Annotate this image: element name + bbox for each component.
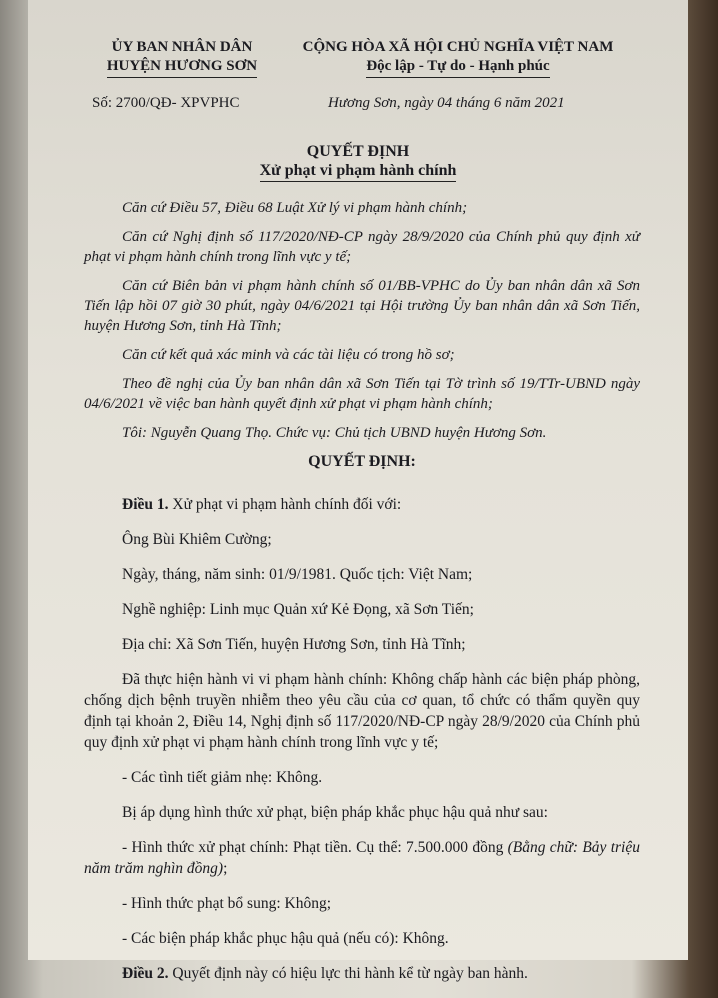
main-penalty xyxy=(84,837,640,879)
decision-heading: QUYẾT ĐỊNH: xyxy=(308,453,416,470)
violator-birth: Ngày, tháng, năm sinh: 01/9/1981. Quốc tịch: Việt Nam; xyxy=(122,566,473,583)
article-2-label: Điều 2. xyxy=(122,965,169,982)
article-1-text: Xử phạt vi phạm hành chính đối với: xyxy=(168,496,402,513)
document-number: Số: 2700/QĐ- XPVPHC xyxy=(92,95,240,111)
main-penalty-text: - Hình thức xử phạt chính: Phạt tiền. Cụ thể: 7.500.000 đồng xyxy=(122,839,508,856)
additional-penalty: - Hình thức phạt bổ sung: Không; xyxy=(122,895,332,912)
document-subtitle: Xử phạt vi phạm hành chính xyxy=(260,161,457,182)
article-1 xyxy=(84,494,640,949)
document-title-block xyxy=(28,142,688,182)
preamble-5: Theo đề nghị của Ủy ban nhân dân xã Sơn Tiến tại Tờ trình số 19/TTr-UBND ngày 04/6/2021 về việc ban hành quyết định xử phạt vi phạm hành chính; xyxy=(84,376,640,412)
preamble-3: Căn cứ Biên bản vi phạm hành chính số 01/BB-VPHC do Ủy ban nhân dân xã Sơn Tiến lập hồi 07 giờ 30 phút, ngày 04/6/2021 tại Hội trường Ủy ban nhân dân xã Sơn Tiến, huyện Hương Sơn, tỉnh Hà Tĩnh; xyxy=(84,278,640,334)
document-title: QUYẾT ĐỊNH xyxy=(306,143,410,160)
fine-in-words: (Bằng chữ: Bảy triệu năm trăm nghìn đồng) xyxy=(84,839,640,877)
preamble-1: Căn cứ Điều 57, Điều 68 Luật Xử lý vi phạm hành chính; xyxy=(122,200,468,216)
penalty-intro: Bị áp dụng hình thức xử phạt, biện pháp khắc phục hậu quả như sau: xyxy=(122,804,548,821)
issuing-authority xyxy=(72,38,292,78)
document-body xyxy=(84,198,640,998)
violator-name: Ông Bùi Khiêm Cường; xyxy=(122,531,272,548)
preamble-6: Tôi: Nguyễn Quang Thọ. Chức vụ: Chủ tịch UBND huyện Hương Sơn. xyxy=(122,425,547,441)
article-2 xyxy=(84,963,640,984)
main-penalty-end: ; xyxy=(223,860,228,877)
violator-occupation: Nghề nghiệp: Linh mục Quản xứ Kẻ Đọng, xã Sơn Tiến; xyxy=(122,601,474,618)
remedial-measures: - Các biện pháp khắc phục hậu quả (nếu có): Không. xyxy=(122,930,449,947)
article-1-label: Điều 1. xyxy=(122,496,169,513)
motto-line: Độc lập - Tự do - Hạnh phúc xyxy=(366,57,549,78)
article-1-intro xyxy=(84,494,640,515)
violator-address: Địa chỉ: Xã Sơn Tiến, huyện Hương Sơn, tỉnh Hà Tĩnh; xyxy=(122,636,466,653)
article-2-text: Quyết định này có hiệu lực thi hành kể từ ngày ban hành. xyxy=(168,965,528,982)
authority-line-2: HUYỆN HƯƠNG SƠN xyxy=(107,57,257,78)
authority-line-1: ỦY BAN NHÂN DÂN xyxy=(111,39,253,55)
national-motto xyxy=(278,38,638,78)
place-date: Hương Sơn, ngày 04 tháng 6 năm 2021 xyxy=(328,95,565,111)
preamble-2: Căn cứ Nghị định số 117/2020/NĐ-CP ngày 28/9/2020 của Chính phủ quy định xử phạt vi phạm hành chính trong lĩnh vực y tế; xyxy=(84,229,640,265)
document-page xyxy=(28,0,688,982)
preamble-4: Căn cứ kết quả xác minh và các tài liệu có trong hồ sơ; xyxy=(122,347,455,363)
violation-description: Đã thực hiện hành vi vi phạm hành chính: Không chấp hành các biện pháp phòng, chống dịch bệnh truyền nhiễm theo yêu cầu của cơ quan, tổ chức có thẩm quyền quy định tại khoản 2, Điều 14, Nghị định số 117/2020/NĐ-CP ngày 28/9/2020 của Chính phủ quy định xử phạt vi phạm hành chính trong lĩnh vực y tế; xyxy=(84,671,640,751)
country-name: CỘNG HÒA XÃ HỘI CHỦ NGHĨA VIỆT NAM xyxy=(302,39,614,55)
mitigating-factors: - Các tình tiết giảm nhẹ: Không. xyxy=(122,769,323,786)
